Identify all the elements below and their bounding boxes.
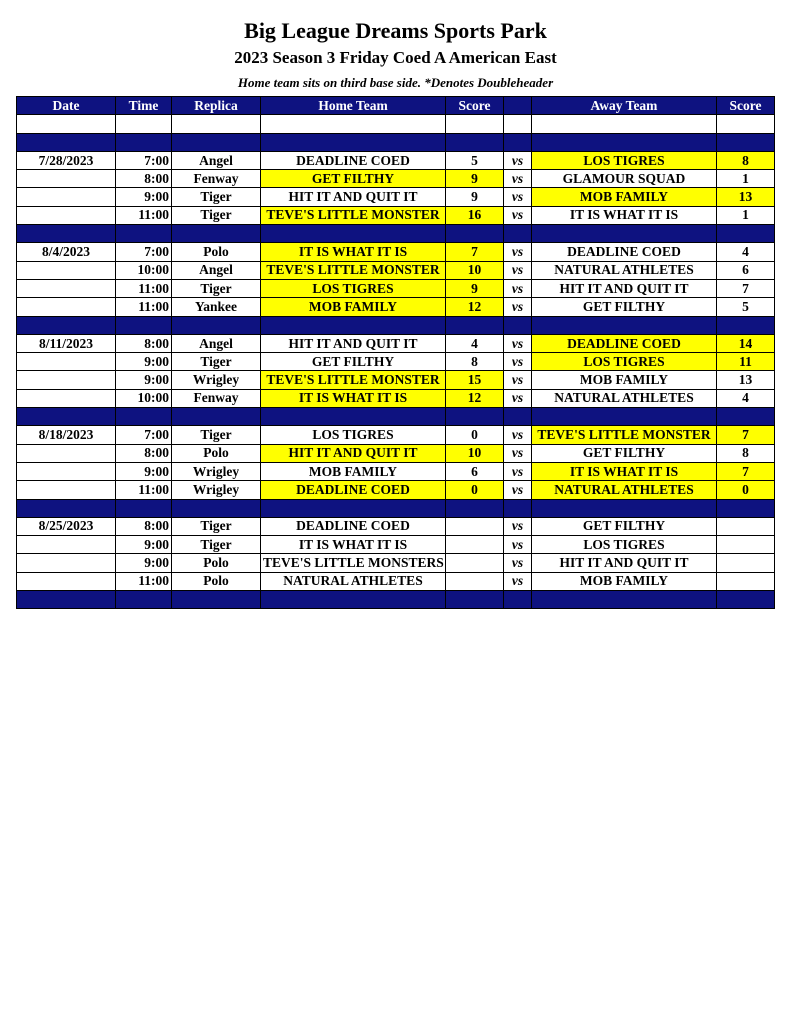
game-row xyxy=(17,536,775,554)
away-score: 7 xyxy=(717,462,775,480)
game-time: 10:00 xyxy=(116,261,172,279)
col-header-away-score: Score xyxy=(717,97,775,115)
home-score: 9 xyxy=(446,188,504,206)
game-row xyxy=(17,151,775,169)
col-header-away-team: Away Team xyxy=(532,97,717,115)
away-score: 14 xyxy=(717,334,775,352)
vs-label: vs xyxy=(504,188,532,206)
away-score: 13 xyxy=(717,371,775,389)
game-row xyxy=(17,554,775,572)
game-date: 7/28/2023 xyxy=(17,151,116,169)
away-team: NATURAL ATHLETES xyxy=(532,389,717,407)
game-date xyxy=(17,481,116,499)
game-field: Wrigley xyxy=(172,371,261,389)
away-team: TEVE'S LITTLE MONSTER xyxy=(532,426,717,444)
game-field: Tiger xyxy=(172,517,261,535)
vs-label: vs xyxy=(504,554,532,572)
home-score: 16 xyxy=(446,206,504,224)
home-team: IT IS WHAT IT IS xyxy=(261,389,446,407)
home-score: 0 xyxy=(446,481,504,499)
away-score: 4 xyxy=(717,243,775,261)
game-date xyxy=(17,371,116,389)
away-score xyxy=(717,536,775,554)
game-row xyxy=(17,206,775,224)
away-team: MOB FAMILY xyxy=(532,188,717,206)
game-field: Polo xyxy=(172,243,261,261)
away-score: 7 xyxy=(717,279,775,297)
game-date xyxy=(17,536,116,554)
home-team: LOS TIGRES xyxy=(261,279,446,297)
home-team: GET FILTHY xyxy=(261,170,446,188)
game-field: Tiger xyxy=(172,536,261,554)
week-separator-bar xyxy=(17,499,775,517)
game-row xyxy=(17,334,775,352)
vs-label: vs xyxy=(504,572,532,590)
game-time: 8:00 xyxy=(116,170,172,188)
game-time: 7:00 xyxy=(116,243,172,261)
game-date: 8/4/2023 xyxy=(17,243,116,261)
vs-label: vs xyxy=(504,481,532,499)
away-score: 5 xyxy=(717,298,775,316)
game-field: Wrigley xyxy=(172,481,261,499)
vs-label: vs xyxy=(504,444,532,462)
home-score xyxy=(446,572,504,590)
game-row xyxy=(17,170,775,188)
game-time: 9:00 xyxy=(116,554,172,572)
home-team: MOB FAMILY xyxy=(261,298,446,316)
game-time: 11:00 xyxy=(116,206,172,224)
game-time: 11:00 xyxy=(116,298,172,316)
game-field: Polo xyxy=(172,572,261,590)
vs-label: vs xyxy=(504,298,532,316)
col-header-home-team: Home Team xyxy=(261,97,446,115)
away-score: 8 xyxy=(717,444,775,462)
home-team: TEVE'S LITTLE MONSTER xyxy=(261,371,446,389)
away-score: 8 xyxy=(717,151,775,169)
game-date xyxy=(17,206,116,224)
home-team: IT IS WHAT IT IS xyxy=(261,243,446,261)
away-score: 1 xyxy=(717,206,775,224)
game-row xyxy=(17,572,775,590)
home-score: 12 xyxy=(446,298,504,316)
home-team: HIT IT AND QUIT IT xyxy=(261,444,446,462)
game-row xyxy=(17,298,775,316)
home-team: TEVE'S LITTLE MONSTER xyxy=(261,206,446,224)
away-score: 11 xyxy=(717,353,775,371)
game-time: 10:00 xyxy=(116,389,172,407)
home-score xyxy=(446,517,504,535)
game-date xyxy=(17,298,116,316)
home-team: DEADLINE COED xyxy=(261,517,446,535)
game-field: Yankee xyxy=(172,298,261,316)
home-score: 15 xyxy=(446,371,504,389)
week-separator-bar xyxy=(17,408,775,426)
game-time: 11:00 xyxy=(116,279,172,297)
game-row xyxy=(17,462,775,480)
game-date: 8/18/2023 xyxy=(17,426,116,444)
away-score: 13 xyxy=(717,188,775,206)
home-score: 5 xyxy=(446,151,504,169)
vs-label: vs xyxy=(504,536,532,554)
game-date xyxy=(17,353,116,371)
game-row xyxy=(17,389,775,407)
vs-label: vs xyxy=(504,462,532,480)
away-score: 7 xyxy=(717,426,775,444)
away-team: IT IS WHAT IT IS xyxy=(532,206,717,224)
away-team: NATURAL ATHLETES xyxy=(532,481,717,499)
game-time: 9:00 xyxy=(116,462,172,480)
game-time: 9:00 xyxy=(116,536,172,554)
home-team: DEADLINE COED xyxy=(261,151,446,169)
game-date xyxy=(17,261,116,279)
page-title: Big League Dreams Sports Park xyxy=(244,18,547,43)
home-score: 7 xyxy=(446,243,504,261)
game-field: Tiger xyxy=(172,353,261,371)
game-time: 8:00 xyxy=(116,444,172,462)
header-row xyxy=(17,97,775,115)
blank-row xyxy=(17,115,775,133)
schedule-table xyxy=(16,96,775,609)
game-row xyxy=(17,261,775,279)
home-score: 4 xyxy=(446,334,504,352)
home-score: 6 xyxy=(446,462,504,480)
vs-label: vs xyxy=(504,389,532,407)
game-time: 7:00 xyxy=(116,151,172,169)
home-team: LOS TIGRES xyxy=(261,426,446,444)
col-header-time: Time xyxy=(116,97,172,115)
away-team: DEADLINE COED xyxy=(532,243,717,261)
vs-label: vs xyxy=(504,517,532,535)
game-field: Angel xyxy=(172,151,261,169)
game-row xyxy=(17,243,775,261)
home-team: MOB FAMILY xyxy=(261,462,446,480)
vs-label: vs xyxy=(504,426,532,444)
away-team: MOB FAMILY xyxy=(532,572,717,590)
home-score xyxy=(446,554,504,572)
home-score: 10 xyxy=(446,444,504,462)
away-score xyxy=(717,517,775,535)
game-field: Polo xyxy=(172,444,261,462)
vs-label: vs xyxy=(504,371,532,389)
away-team: DEADLINE COED xyxy=(532,334,717,352)
away-score: 4 xyxy=(717,389,775,407)
week-separator-bar xyxy=(17,133,775,151)
away-score: 6 xyxy=(717,261,775,279)
home-score: 9 xyxy=(446,170,504,188)
game-field: Tiger xyxy=(172,426,261,444)
game-time: 11:00 xyxy=(116,572,172,590)
home-team: GET FILTHY xyxy=(261,353,446,371)
game-row xyxy=(17,353,775,371)
away-team: IT IS WHAT IT IS xyxy=(532,462,717,480)
game-field: Angel xyxy=(172,261,261,279)
away-team: GET FILTHY xyxy=(532,517,717,535)
game-time: 9:00 xyxy=(116,188,172,206)
away-score: 1 xyxy=(717,170,775,188)
away-team: LOS TIGRES xyxy=(532,536,717,554)
game-time: 7:00 xyxy=(116,426,172,444)
week-separator-bar xyxy=(17,316,775,334)
home-score: 9 xyxy=(446,279,504,297)
game-field: Angel xyxy=(172,334,261,352)
game-date xyxy=(17,389,116,407)
game-date xyxy=(17,279,116,297)
game-time: 8:00 xyxy=(116,334,172,352)
vs-label: vs xyxy=(504,206,532,224)
away-team: GET FILTHY xyxy=(532,298,717,316)
home-team: IT IS WHAT IT IS xyxy=(261,536,446,554)
away-team: LOS TIGRES xyxy=(532,151,717,169)
away-score xyxy=(717,554,775,572)
week-separator-bar xyxy=(17,225,775,243)
home-team: HIT IT AND QUIT IT xyxy=(261,334,446,352)
game-date: 8/25/2023 xyxy=(17,517,116,535)
game-field: Wrigley xyxy=(172,462,261,480)
game-date: 8/11/2023 xyxy=(17,334,116,352)
away-team: MOB FAMILY xyxy=(532,371,717,389)
col-header-date: Date xyxy=(17,97,116,115)
game-row xyxy=(17,371,775,389)
home-score: 8 xyxy=(446,353,504,371)
away-team: GET FILTHY xyxy=(532,444,717,462)
game-date xyxy=(17,462,116,480)
home-score xyxy=(446,536,504,554)
game-time: 11:00 xyxy=(116,481,172,499)
col-header-replica: Replica xyxy=(172,97,261,115)
game-time: 9:00 xyxy=(116,353,172,371)
vs-label: vs xyxy=(504,170,532,188)
game-field: Fenway xyxy=(172,389,261,407)
home-team: TEVE'S LITTLE MONSTERS xyxy=(261,554,446,572)
away-team: LOS TIGRES xyxy=(532,353,717,371)
away-team: HIT IT AND QUIT IT xyxy=(532,554,717,572)
vs-label: vs xyxy=(504,243,532,261)
game-time: 8:00 xyxy=(116,517,172,535)
game-field: Tiger xyxy=(172,206,261,224)
vs-label: vs xyxy=(504,261,532,279)
game-row xyxy=(17,517,775,535)
game-field: Fenway xyxy=(172,170,261,188)
game-date xyxy=(17,572,116,590)
away-team: NATURAL ATHLETES xyxy=(532,261,717,279)
week-separator-bar xyxy=(17,591,775,609)
game-field: Tiger xyxy=(172,279,261,297)
away-score xyxy=(717,572,775,590)
home-team: TEVE'S LITTLE MONSTER xyxy=(261,261,446,279)
game-time: 9:00 xyxy=(116,371,172,389)
away-team: GLAMOUR SQUAD xyxy=(532,170,717,188)
page-subtitle: 2023 Season 3 Friday Coed A American East xyxy=(234,48,557,67)
home-team: HIT IT AND QUIT IT xyxy=(261,188,446,206)
col-header-home-score: Score xyxy=(446,97,504,115)
game-date xyxy=(17,170,116,188)
home-score: 0 xyxy=(446,426,504,444)
game-date xyxy=(17,188,116,206)
vs-label: vs xyxy=(504,334,532,352)
home-score: 10 xyxy=(446,261,504,279)
game-field: Polo xyxy=(172,554,261,572)
schedule-note: Home team sits on third base side. *Denotes Doubleheader xyxy=(237,75,554,90)
col-header-vs xyxy=(504,97,532,115)
vs-label: vs xyxy=(504,353,532,371)
game-row xyxy=(17,481,775,499)
away-team: HIT IT AND QUIT IT xyxy=(532,279,717,297)
schedule-body xyxy=(17,115,775,609)
game-row xyxy=(17,188,775,206)
away-score: 0 xyxy=(717,481,775,499)
game-row xyxy=(17,279,775,297)
game-row xyxy=(17,426,775,444)
game-row xyxy=(17,444,775,462)
home-team: DEADLINE COED xyxy=(261,481,446,499)
home-score: 12 xyxy=(446,389,504,407)
game-field: Tiger xyxy=(172,188,261,206)
vs-label: vs xyxy=(504,151,532,169)
home-team: NATURAL ATHLETES xyxy=(261,572,446,590)
game-date xyxy=(17,444,116,462)
vs-label: vs xyxy=(504,279,532,297)
game-date xyxy=(17,554,116,572)
